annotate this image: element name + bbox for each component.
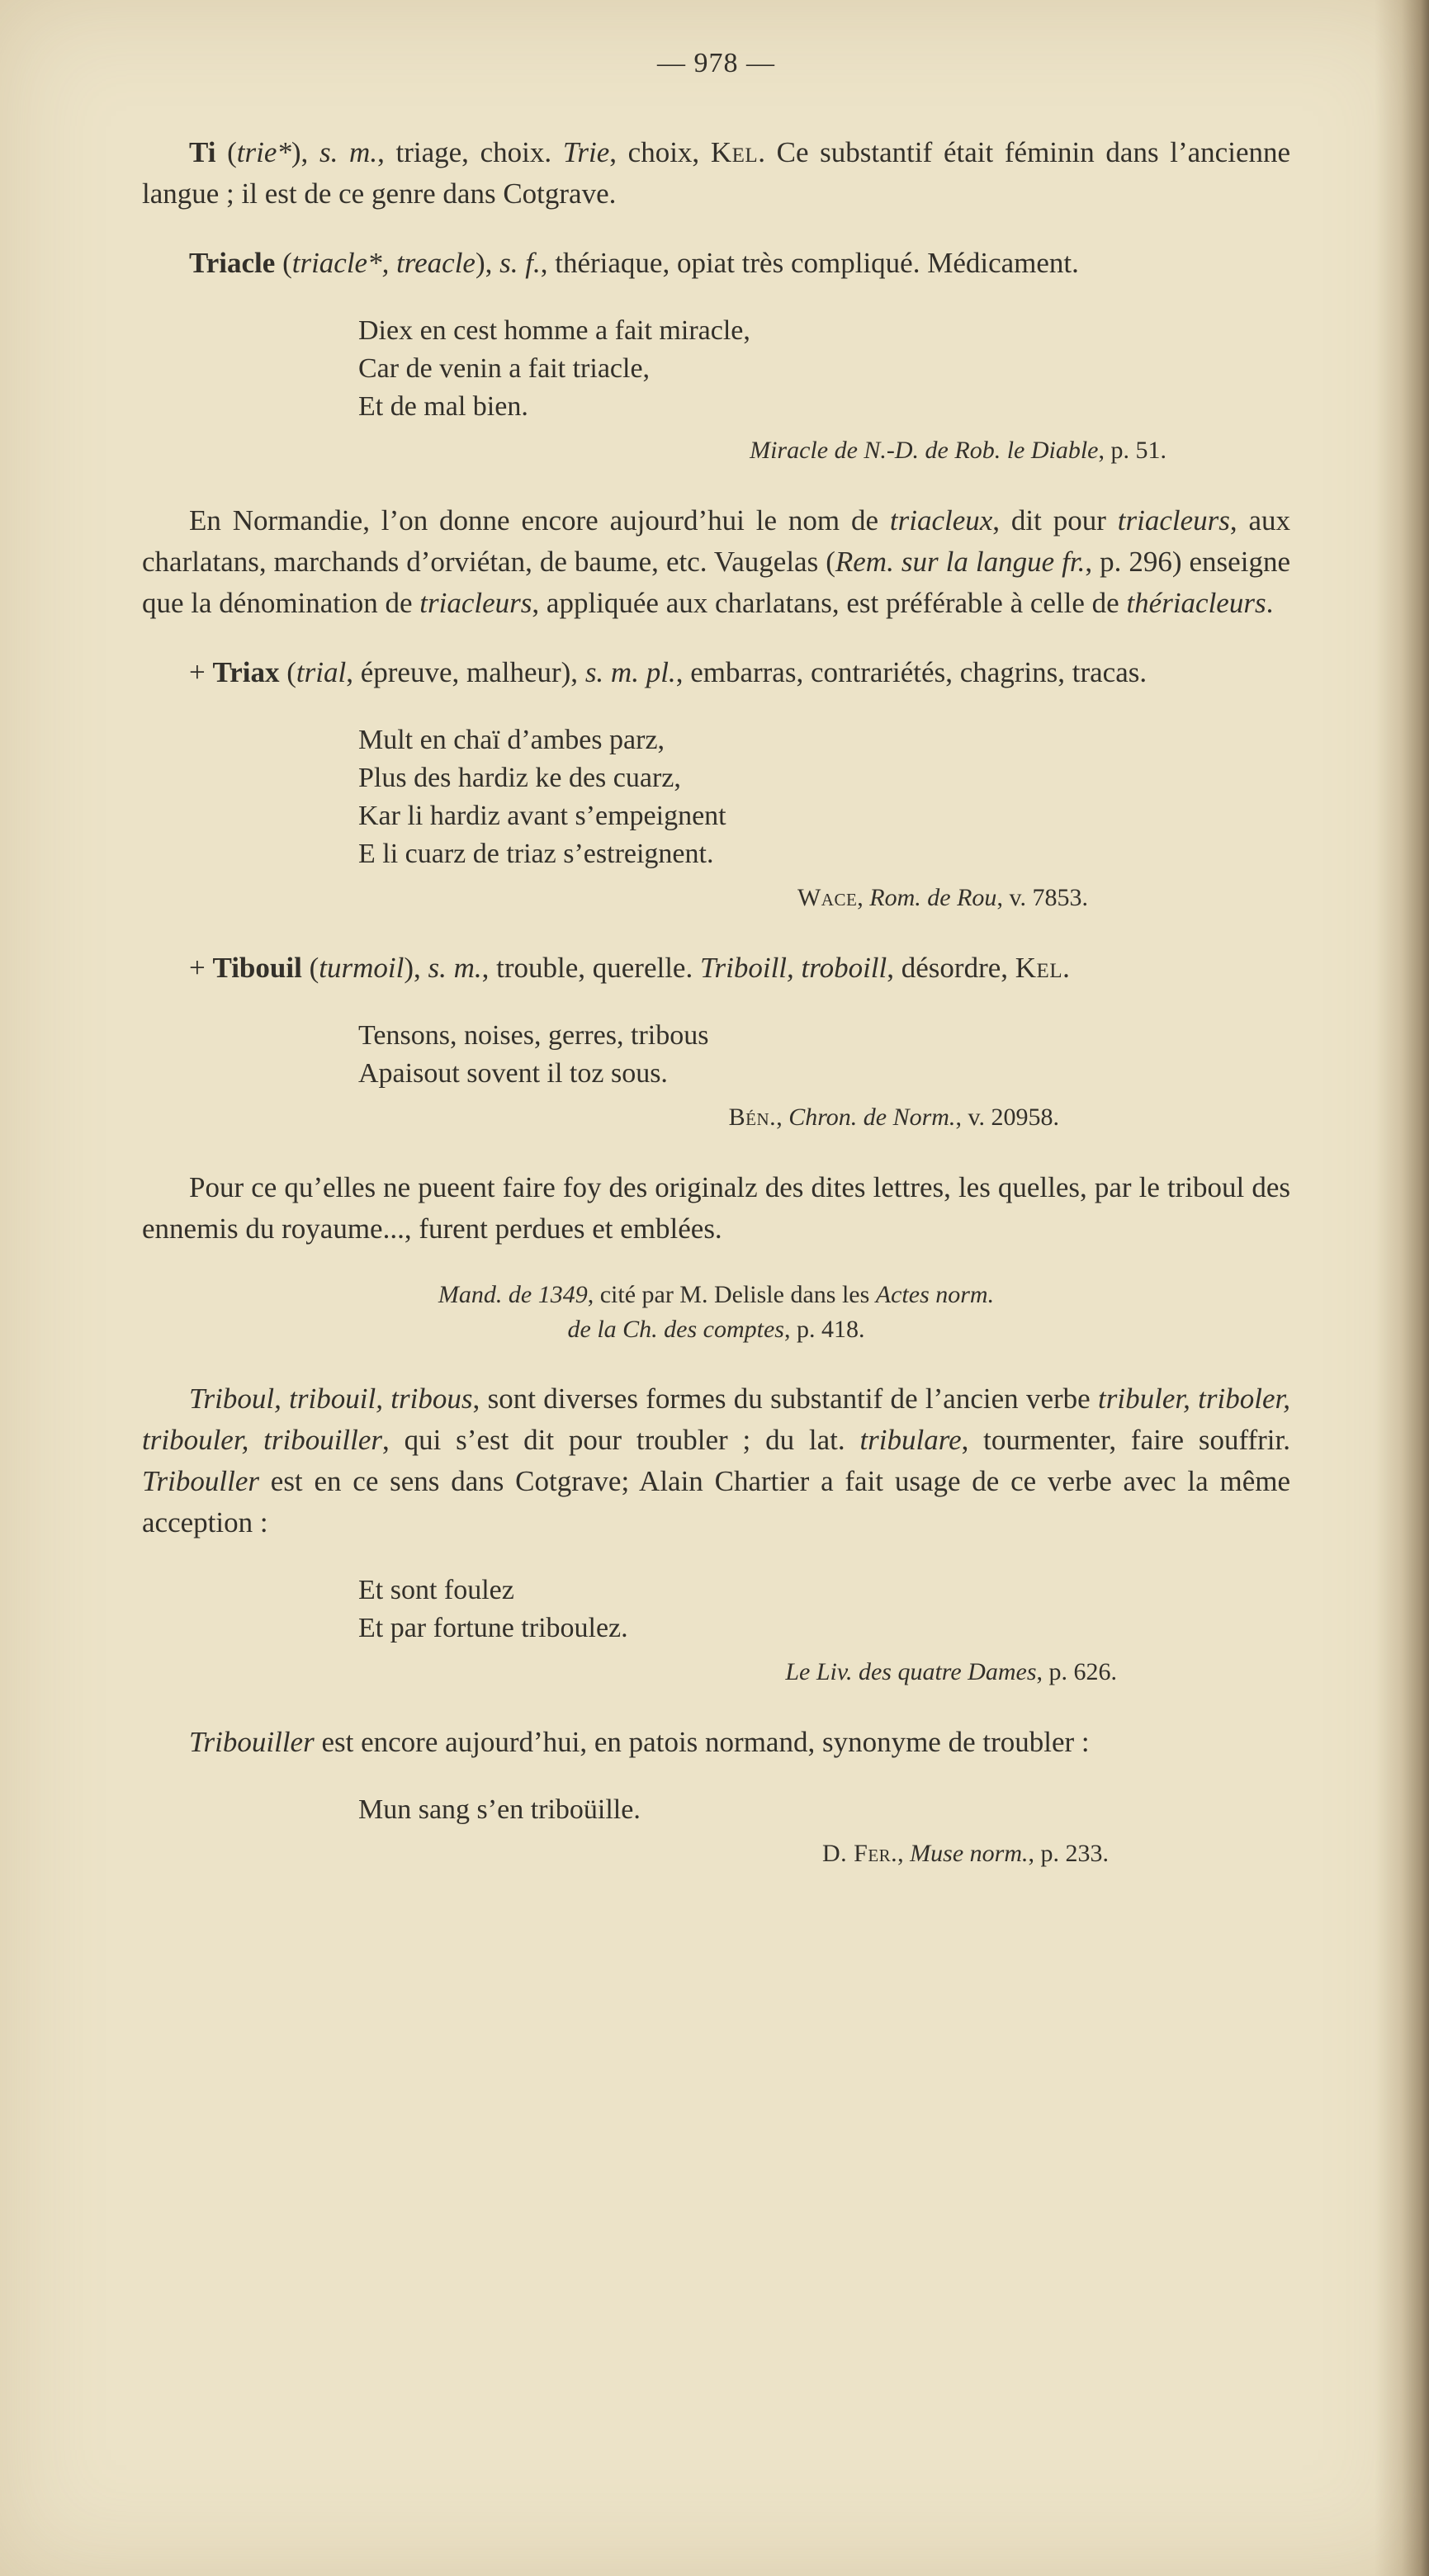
page-content: [142, 48, 1290, 1903]
citation-line: Mand. de 1349, cité par M. Delisle dans les Actes norm.: [438, 1281, 995, 1308]
verse-line: Diex en cest homme a fait miracle,: [358, 315, 750, 346]
verse-chartier: [358, 1572, 1290, 1647]
citation-quatre-dames: Le Liv. des quatre Dames, p. 626.: [785, 1658, 1117, 1685]
verse-line: Mun sang s’en triboüille.: [358, 1794, 641, 1825]
paragraph-triboul-forms: Triboul, tribouil, tribous, sont diverses formes du substantif de l’ancien verbe tribuler, triboler, tribouler, tribouiller, qui s’est dit pour troubler ; du lat. tribulare, tourmenter, faire souffrir. Tribouller est en ce sens dans Cotgrave; Alain Chartier a fait usage de ce verbe avec la même acception :: [142, 1383, 1291, 1539]
verse-miracle: [358, 312, 1290, 426]
verse-chron-norm: [358, 1017, 1290, 1093]
paragraph-mandement: Pour ce qu’elles ne pueent faire foy des originalz des dites lettres, les quelles, par le triboul des ennemis du royaume..., furent perdues et emblées.: [142, 1171, 1290, 1245]
verse-line: Apaisout sovent il toz sous.: [358, 1058, 668, 1089]
citation-line: de la Ch. des comptes, p. 418.: [567, 1316, 865, 1343]
verse-line: Kar li hardiz avant s’empeignent: [358, 801, 726, 831]
entry-triax: + Triax (trial, épreuve, malheur), s. m. pl., embarras, contrariétés, chagrins, tracas.: [189, 656, 1147, 688]
verse-rou: [358, 721, 1290, 873]
verse-line: Tensons, noises, gerres, tribous: [358, 1020, 709, 1051]
citation-muse-normande: D. Fer., Muse norm., p. 233.: [821, 1840, 1109, 1867]
citation-benoit: Bén., Chron. de Norm., v. 20958.: [728, 1104, 1059, 1131]
page-edge-shadow: [1375, 0, 1429, 2576]
citation-miracle: Miracle de N.-D. de Rob. le Diable, p. 51.: [750, 437, 1166, 464]
verse-line: Et par fortune triboulez.: [358, 1613, 628, 1643]
entry-tibouil: + Tibouil (turmoil), s. m., trouble, querelle. Triboill, troboill, désordre, Kel.: [189, 952, 1070, 984]
verse-line: Plus des hardiz ke des cuarz,: [358, 763, 681, 793]
paragraph-normandie: En Normandie, l’on donne encore aujourd’hui le nom de triacleux, dit pour triacleurs, aux charlatans, marchands d’orviétan, de baume, etc. Vaugelas (Rem. sur la langue fr., p. 296) enseigne que la dénomination de triacleurs, appliquée aux charlatans, est préférable à celle de thériacleurs.: [142, 504, 1291, 619]
verse-line: E li cuarz de triaz s’estreignent.: [358, 839, 714, 869]
verse-line: Car de venin a fait triacle,: [358, 353, 651, 384]
citation-mandement: [142, 1278, 1290, 1347]
entry-triacle: Triacle (triacle*, treacle), s. f., thériaque, opiat très compliqué. Médicament.: [189, 247, 1079, 279]
entry-ti: Ti (trie*), s. m., triage, choix. Trie, choix, Kel. Ce substantif était féminin dans l’ancienne langue ; il est de ce genre dans Cotgrave.: [142, 136, 1291, 210]
citation-wace: Wace, Rom. de Rou, v. 7853.: [797, 884, 1088, 911]
paragraph-tribouiller-patois: Tribouiller est encore aujourd’hui, en patois normand, synonyme de troubler :: [189, 1726, 1090, 1758]
page-number: — 978 —: [657, 48, 775, 78]
verse-muse-normande: [358, 1791, 1290, 1829]
verse-line: Mult en chaï d’ambes parz,: [358, 725, 665, 755]
verse-line: Et sont foulez: [358, 1575, 514, 1605]
verse-line: Et de mal bien.: [358, 391, 528, 422]
